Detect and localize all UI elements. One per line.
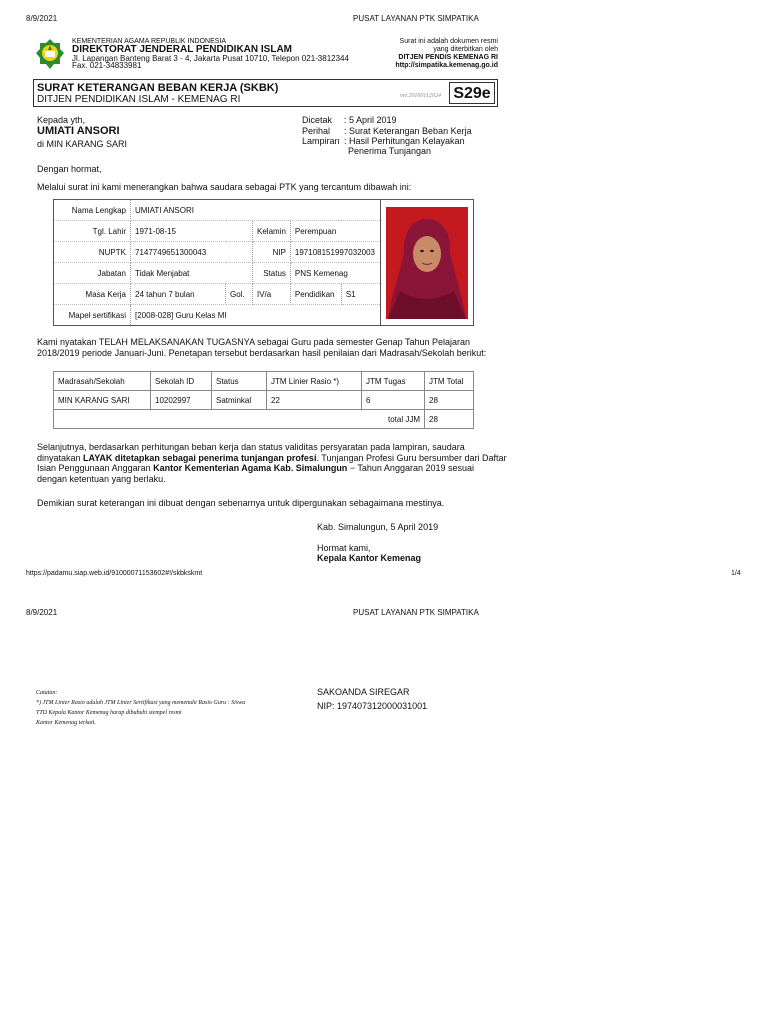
directorate-name: DIREKTORAT JENDERAL PENDIDIKAN ISLAM <box>72 44 293 55</box>
dicetak-value: : 5 April 2019 <box>344 115 397 125</box>
notice-line-1: Surat ini adalah dokumen resmi <box>399 38 498 45</box>
catatan-line-3: Kantor Kemenag terkait. <box>36 720 96 726</box>
catatan-title: Catatan: <box>36 690 58 696</box>
lampiran-value-2: Penerima Tunjangan <box>348 146 432 156</box>
signer-name: SAKOANDA SIREGAR <box>317 687 410 697</box>
tgl-label: Tgl. Lahir <box>54 221 131 242</box>
notice-line-4: http://simpatika.kemenag.go.id <box>395 62 498 69</box>
nip-value: 197108151997032003 <box>290 242 380 263</box>
table-row <box>54 391 474 410</box>
perihal-value: : Surat Keterangan Beban Kerja <box>344 126 472 136</box>
kepada-label: Kepada yth, <box>37 115 86 125</box>
statement-line-1: Kami nyatakan TELAH MELAKSANAKAN TUGASNYA sebagai Guru pada semester Genap Tahun Pelajaran <box>37 337 471 347</box>
nuptk-label: NUPTK <box>54 242 131 263</box>
pendidikan-label: Pendidikan <box>290 284 341 305</box>
decision-line-3 <box>37 463 474 474</box>
table-cell: 28 <box>425 391 474 410</box>
gol-value: IV/a <box>253 284 291 305</box>
ptk-info-table <box>53 199 474 326</box>
table-header-row <box>54 372 474 391</box>
footer-page-number: 1/4 <box>731 570 741 577</box>
recipient-place: di MIN KARANG SARI <box>37 139 128 149</box>
nuptk-value: 7147749651300043 <box>131 242 253 263</box>
table-total-row <box>54 410 474 429</box>
page2-header-title: PUSAT LAYANAN PTK SIMPATIKA <box>353 608 479 617</box>
jabatan-label: Jabatan <box>54 263 131 284</box>
perihal-label: Perihal <box>302 126 331 136</box>
catatan-line-1: *) JTM Linier Rasio adalah JTM Linier Sertifikasi yang memenuhi Rasio Guru : Siswa <box>36 700 246 706</box>
recipient-name: UMIATI ANSORI <box>37 125 120 137</box>
ministry-name: KEMENTERIAN AGAMA REPUBLIK INDONESIA <box>72 38 227 45</box>
nip-label: NIP <box>253 242 291 263</box>
dicetak-label: Dicetak <box>302 115 333 125</box>
total-value: 28 <box>425 410 474 429</box>
document-code: S29e <box>449 82 495 104</box>
decision-text: − Tahun Anggaran 2019 sesuai <box>347 463 475 473</box>
decision-line-4: dengan ketentuan yang berlaku. <box>37 474 166 484</box>
header-date: 8/9/2021 <box>26 14 58 23</box>
status-label: Status <box>253 263 291 284</box>
jtm-table <box>53 371 474 429</box>
mapel-value: [2008-028] Guru Kelas MI <box>131 305 381 326</box>
decision-text: . Tunjangan Profesi Guru bersumber dari Daftar <box>316 453 507 463</box>
header-title: PUSAT LAYANAN PTK SIMPATIKA <box>353 14 479 23</box>
table-cell: MIN KARANG SARI <box>54 391 151 410</box>
place-date: Kab. Simalungun, 5 April 2019 <box>317 522 439 532</box>
tgl-value: 1971-08-15 <box>131 221 253 242</box>
signer-nip: NIP: 197407312000031001 <box>317 701 428 711</box>
office-name: Kantor Kementerian Agama Kab. Simalungun <box>153 463 348 473</box>
document-title: SURAT KETERANGAN BEBAN KERJA (SKBK) <box>37 82 279 94</box>
jabatan-value: Tidak Menjabat <box>131 263 253 284</box>
decision-highlight: LAYAK ditetapkan sebagai penerima tunjangan profesi <box>83 453 317 463</box>
mapel-label: Mapel sertifikasi <box>54 305 131 326</box>
fax: Fax. 021-34833981 <box>72 61 142 70</box>
table-cell: Satminkal <box>212 391 267 410</box>
lampiran-label: Lampiran <box>302 136 340 146</box>
decision-line-1: Selanjutnya, berdasarkan perhitungan beban kerja dan status validitas persyaratan pada lampiran, saudara <box>37 442 465 452</box>
greeting: Dengan hormat, <box>37 164 102 174</box>
document-subtitle: DITJEN PENDIDIKAN ISLAM - KEMENAG RI <box>37 94 241 105</box>
masa-kerja-value: 24 tahun 7 bulan <box>131 284 226 305</box>
notice-line-2: yang diterbitkan oleh <box>433 46 498 53</box>
table-header-cell: Status <box>212 372 267 391</box>
total-label: total JJM <box>54 410 425 429</box>
table-header-cell: Sekolah ID <box>151 372 212 391</box>
table-header-cell: JTM Tugas <box>362 372 425 391</box>
teacher-photo <box>386 207 468 319</box>
footer-url: https://padamu.siap.web.id/91000071153602#!/skbkskmt <box>26 570 203 577</box>
table-header-cell: Madrasah/Sekolah <box>54 372 151 391</box>
gol-label: Gol. <box>226 284 253 305</box>
nama-label: Nama Lengkap <box>54 200 131 221</box>
masa-kerja-label: Masa Kerja <box>54 284 131 305</box>
table-header-cell: JTM Total <box>425 372 474 391</box>
photo-cell <box>381 200 474 326</box>
statement-line-2: 2018/2019 periode Januari-Juni. Penetapan tersebut berdasarkan hasil penilaian dari Madrasah/Sekolah berikut: <box>37 348 487 358</box>
intro-text: Melalui surat ini kami menerangkan bahwa saudara sebagai PTK yang tercantum dibawah ini: <box>37 182 412 192</box>
document-title-box <box>33 79 498 107</box>
lampiran-value-1: : Hasil Perhitungan Kelayakan <box>344 136 465 146</box>
page2-header-date: 8/9/2021 <box>26 608 58 617</box>
decision-text: Isian Penggunaan Anggaran <box>37 463 154 473</box>
kelamin-value: Perempuan <box>290 221 380 242</box>
table-header-cell: JTM Linier Rasio *) <box>267 372 362 391</box>
nama-value: UMIATI ANSORI <box>131 200 381 221</box>
decision-text: dinyatakan <box>37 453 84 463</box>
notice-line-3: DITJEN PENDIS KEMENAG RI <box>398 54 498 61</box>
kemenag-logo-icon <box>34 38 66 70</box>
version-label: ver.20160112024 <box>399 93 441 99</box>
table-cell: 22 <box>267 391 362 410</box>
table-cell: 6 <box>362 391 425 410</box>
signer-title: Kepala Kantor Kemenag <box>317 553 422 563</box>
closing-text: Demikian surat keterangan ini dibuat dengan sebenarnya untuk dipergunakan sebagaimana mestinya. <box>37 498 445 508</box>
status-value: PNS Kemenag <box>290 263 380 284</box>
pendidikan-value: S1 <box>341 284 380 305</box>
hormat-kami: Hormat kami, <box>317 543 371 553</box>
kelamin-label: Kelamin <box>253 221 291 242</box>
catatan-line-2: TTD Kepala Kantor Kemenag harap dibubuhi stempel resmi <box>36 710 182 716</box>
table-cell: 10202997 <box>151 391 212 410</box>
catatan-notes <box>36 688 245 728</box>
address: Jl. Lapangan Banteng Barat 3 - 4, Jakarta Pusat 10710, Telepon 021-3812344 <box>72 54 349 63</box>
